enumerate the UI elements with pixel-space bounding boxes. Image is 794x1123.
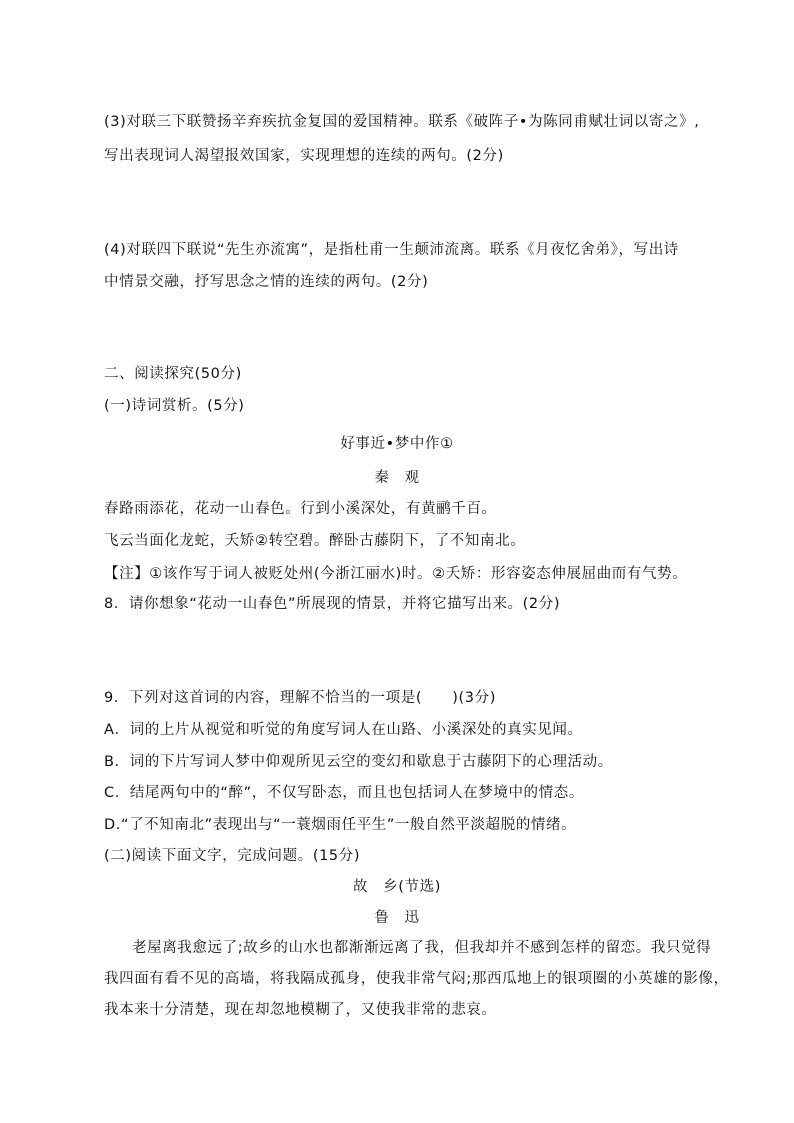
question-4-line-2: 中情景交融，抒写思念之情的连续的两句。(2分) <box>104 274 429 290</box>
passage-title: 故 乡(节选) <box>352 879 441 895</box>
passage-line-2: 我四面有看不见的高墙，将我隔成孤身，使我非常气闷;那西瓜地上的银项圈的小英雄的影像， <box>104 971 729 987</box>
question-3-line-2: 写出表现词人渴望报效国家，实现理想的连续的两句。(2分) <box>104 148 504 164</box>
question-4-line-1: (4)对联四下联说“先生亦流寓”，是指杜甫一生颠沛流离。联系《月夜忆舍弟》，写出诗 <box>104 242 679 258</box>
option-d: D.“了不知南北”表现出与“一蓑烟雨任平生”一般自然平淡超脱的情绪。 <box>104 817 577 833</box>
passage-author: 鲁 迅 <box>374 910 420 926</box>
poem-author: 秦 观 <box>374 470 420 486</box>
poem-line-1: 春路雨添花，花动一山春色。行到小溪深处，有黄鹂千百。 <box>104 501 497 517</box>
poem-line-2: 飞云当面化龙蛇，夭矫②转空碧。醉卧古藤阴下，了不知南北。 <box>104 533 526 549</box>
poem-note: 【注】①该作写于词人被贬处州(今浙江丽水)时。②夭矫：形容姿态伸展屈曲而有气势。 <box>104 566 688 582</box>
part-2-heading: (二)阅读下面文字，完成问题。(15分) <box>104 848 361 864</box>
option-b: B．词的下片写词人梦中仰观所见云空的变幻和歇息于古藤阴下的心理活动。 <box>104 754 613 770</box>
question-9-stem: 9．下列对这首词的内容，理解不恰当的一项是( )(3分) <box>104 690 496 706</box>
poem-title: 好事近•梦中作① <box>340 436 454 452</box>
option-c: C．结尾两句中的“醉”，不仅写卧态，而且也包括词人在梦境中的情态。 <box>104 785 584 801</box>
section-heading: 二、阅读探究(50分) <box>104 366 242 382</box>
question-8: 8．请你想象“花动一山春色”所展现的情景，并将它描写出来。(2分) <box>104 596 561 612</box>
part-1-heading: (一)诗词赏析。(5分) <box>104 398 245 414</box>
question-3-line-1: (3)对联三下联赞扬辛弃疾抗金复国的爱国精神。联系《破阵子•为陈同甫赋壮词以寄之》, <box>104 114 700 130</box>
passage-line-3: 我本来十分清楚，现在却忽地模糊了，又使我非常的悲哀。 <box>104 1002 497 1018</box>
passage-line-1: 老屋离我愈远了;故乡的山水也都渐渐远离了我，但我却并不感到怎样的留恋。我只觉得 <box>132 940 712 956</box>
option-a: A．词的上片从视觉和听觉的角度写词人在山路、小溪深处的真实见闻。 <box>104 722 583 738</box>
